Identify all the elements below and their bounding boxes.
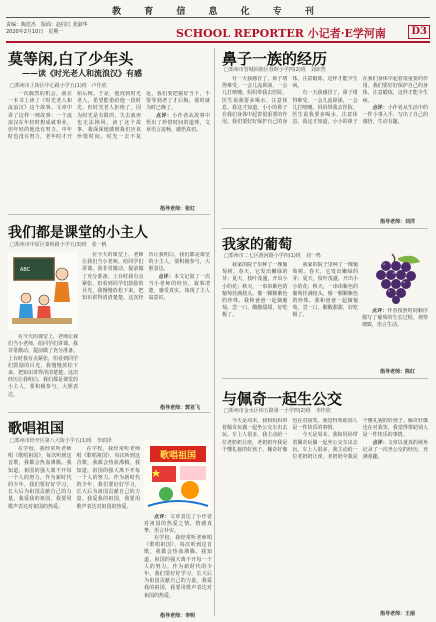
- masthead-strip: [0, 0, 436, 22]
- article5-title: 我家的葡萄: [222, 237, 292, 253]
- svg-text:ABC: ABC: [20, 267, 31, 273]
- article6-comment-label: 点评：: [372, 439, 388, 446]
- patriotic-drawing: [144, 440, 212, 510]
- article5-comment: 作者按照时间顺序描写了葡萄的生长过程，观察细致，语言生动。: [362, 308, 428, 328]
- article2-comment: 本文记叙了一次当小老师的经历，叙事清楚，感受真实，体现了主人翁意识。: [148, 273, 210, 301]
- article1-subtitle: ——读《时光老人和流浪汉》有感: [22, 68, 142, 78]
- grapes-image: [362, 252, 428, 304]
- brand-title: SCHOOL REPORTER 小记者·E学河南: [176, 27, 386, 40]
- article1-title: 莫等闲,白了少年头: [8, 50, 134, 68]
- article1-text: 一次偶然的机会，我在一本书上读了《时光老人和流浪汉》这个故事。文章中讲了这样一则故事：一个流浪汉在年轻时想成就事业，但年轻的他没有努力，中年时也没有努力，老年时才开始后悔。于是，他找到时光老人，希望能借给他一段时光，但时光老人拒绝了，因为时光是有限的，失去就再也无法挽回。读了这个故事，我深深地感到我们应该珍惜时间。时光一去不复返，我们要把握好当下，不要等到老了才后悔，那时就为时已晚了。: [8, 91, 210, 141]
- article4-text: 有一天我感冒了，鼻子堵得难受，一会儿流鼻涕，一会儿打喷嚏。妈妈带我去医院，医生说我要多喝水、注意休息。我这才知道，小小的鼻子在我们身体中起着很重要的作用。我们要好好保护自己的身体，注意锻炼，这样才能少生病。: [222, 76, 358, 126]
- article1-comment: 小作者从故事中悟出了珍惜时间的道理，文章语言流畅，感悟真切。: [146, 112, 210, 133]
- article2-title: 我们都是课堂的小主人: [8, 225, 148, 241]
- article5-text-2: 我家的院子里种了一棵葡萄树。春天，它发出嫩绿的芽；夏天，枝叶茂盛，开出小小的花；秋天，一串串紫色的葡萄挂满枝头，像一颗颗紫色的珍珠。我和爸爸一起摘葡萄，尝一口，酸酸甜甜，好吃极了。: [292, 262, 358, 319]
- divider-1: [8, 214, 210, 215]
- article1-byline: □郑州市上街区中心路小学五(1)班 卢佳欣: [10, 83, 107, 89]
- article4-byline: □郑州市管城回族区春晖小学四(2)班 刘沛然: [224, 67, 326, 73]
- top-divider: [6, 17, 430, 18]
- article2-body-cont: [8, 334, 78, 402]
- article3-text-2: 在学校，我经常听老师唱《歌唱祖国》，每次听到这首歌，我都会热血沸腾。我知道，祖国的强大离不开每一个人的努力。作为新时代的少年，我们要好好学习，长大后为祖国贡献自己的力量。我爱我的祖国，我要用歌声表达对祖国的热爱。: [76, 446, 140, 510]
- article5-text: 我家的院子里种了一棵葡萄树。春天，它发出嫩绿的芽；夏天，枝叶茂盛，开出小小的花；秋天，一串串紫色的葡萄挂满枝头，像一颗颗紫色的珍珠。我和爸爸一起摘葡萄，尝一口，酸酸甜甜，好吃极了。: [222, 262, 288, 319]
- article3-body-side: [144, 514, 212, 614]
- article4-title: 鼻子一族的经历: [222, 50, 328, 68]
- article5-teacher: 指导老师：陈红: [380, 369, 416, 375]
- article2-byline: □郑州市中原区秦岭路小学五(3)班 张一帆: [10, 242, 107, 248]
- drawing-label: 歌唱祖国: [159, 451, 197, 461]
- article5-byline: □郑州市二七区淮河路小学四(1)班 刘一鸣: [224, 253, 321, 259]
- article2-text: 在今天的课堂上，老师让我们当小老师，给同学们讲课。我非常激动，提前做了充分准备。上台时我有点紧张，但看到同学们鼓励的目光，我慢慢放松下来，把知识讲得清清楚楚。这次经历让我明白，我们都是课堂的小主人，要积极参与，大胆表达。: [82, 252, 210, 302]
- article3-body: [8, 446, 140, 618]
- article2-comment-label: 点评：: [158, 273, 174, 280]
- article4-comment-label: 点评：: [372, 104, 388, 111]
- article6-teacher: 指导老师：王丽: [380, 611, 416, 617]
- article3-text-3: 在学校，我经常听老师唱《歌唱祖国》，每次听到这首歌，我都会热血沸腾。我知道，祖国的强大离不开每一个人的努力。作为新时代的少年，我们要好好学习，长大后为祖国贡献自己的力量。我爱我的祖国，我要用歌声表达对祖国的热爱。: [144, 535, 212, 599]
- article1-body: [8, 91, 210, 203]
- article4-text-2: 有一天我感冒了，鼻子堵得难受，一会儿流鼻涕，一会儿打喷嚏。妈妈带我去医院，医生说我要多喝水、注意休息。我这才知道，小小的鼻子在我们身体中起着很重要的作用。我们要好好保护自己的身体，注意锻炼，这样才能少生病。: [292, 76, 428, 126]
- article5-body: [222, 262, 358, 368]
- article2-text-repeat: 在今天的课堂上，老师让我们当小老师，给同学们讲课。我非常激动，提前做了充分准备。上台时我有点紧张，但看到同学们鼓励的目光，我慢慢放松下来，把知识讲得清清楚楚。这次经历让我明白，我们都是课堂的小主人，要积极参与，大胆表达。: [8, 334, 78, 398]
- date-line: 2020年2月10日 星期一: [6, 29, 64, 35]
- article4-body: [222, 76, 428, 216]
- article6-text-2: 今天是周末，我和妈妈带着佩奇玩偶一起坐公交车出去玩。车上人很多，我主动给一位老奶奶让座，老奶奶夸我是个懂礼貌的好孩子。佩奇好像也在对我笑。我觉得帮助别人是一件快乐的事情。: [292, 418, 428, 461]
- article3-teacher: 指导老师：李明: [160, 613, 196, 619]
- divider-4: [222, 378, 428, 379]
- classroom-illustration: [8, 252, 78, 330]
- article4-comment: 小作者从生活中的一件小事入手，写出了自己的感悟，生动有趣。: [362, 104, 428, 125]
- column-separator: [214, 48, 215, 616]
- article3-title: 歌唱祖国: [8, 421, 64, 437]
- editor-line: 责编：陶思杰 版面：赵同江 张淑华: [6, 22, 88, 28]
- article2-body: [82, 252, 210, 402]
- editor-meta: [6, 22, 88, 36]
- article6-title: 与佩奇一起生公交: [222, 390, 343, 408]
- article6-comment: 文章以童真的视角记录了一次坐公交的经历，充满童趣。: [362, 439, 428, 460]
- article3-text: 在学校，我经常听老师唱《歌唱祖国》，每次听到这首歌，我都会热血沸腾。我知道，祖国的强大离不开每一个人的努力。作为新时代的少年，我们要好好学习，长大后为祖国贡献自己的力量。我爱我的祖国，我要用歌声表达对祖国的热爱。: [8, 446, 72, 510]
- divider-2: [8, 412, 210, 413]
- header-rule: [6, 41, 430, 43]
- article2-teacher: 指导老师：郭亚飞: [160, 405, 201, 411]
- article5-comment-block: [362, 308, 428, 368]
- page-number: D3: [408, 25, 430, 39]
- article6-text: 今天是周末，我和妈妈带着佩奇玩偶一起坐公交车出去玩。车上人很多，我主动给一位老奶奶让座，老奶奶夸我是个懂礼貌的好孩子。佩奇好像也在对我笑。我觉得帮助别人是一件快乐的事情。: [222, 418, 358, 453]
- page-header: [0, 22, 436, 42]
- article6-body: [222, 418, 428, 608]
- article1-teacher: 指导老师：张红: [160, 206, 196, 212]
- section-title: 教 育 信 息 化 专 刊: [112, 7, 324, 17]
- article3-byline: □郑州市经开区第八大街小学五(1)班 李润泽: [10, 438, 112, 444]
- divider-3: [222, 228, 428, 229]
- article1-comment-label: 点评：: [156, 112, 173, 119]
- article6-byline: □郑州市金水区纬五路第一小学四(2)班 李佳欣: [224, 408, 331, 414]
- article5-comment-label: 点评：: [372, 308, 388, 314]
- article3-comment: 文章表达了小作者对祖国的热爱之情，情感真挚，语言朴实。: [144, 514, 212, 534]
- article3-comment-label: 点评：: [154, 514, 170, 520]
- article4-teacher: 指导老师：刘洋: [380, 219, 416, 225]
